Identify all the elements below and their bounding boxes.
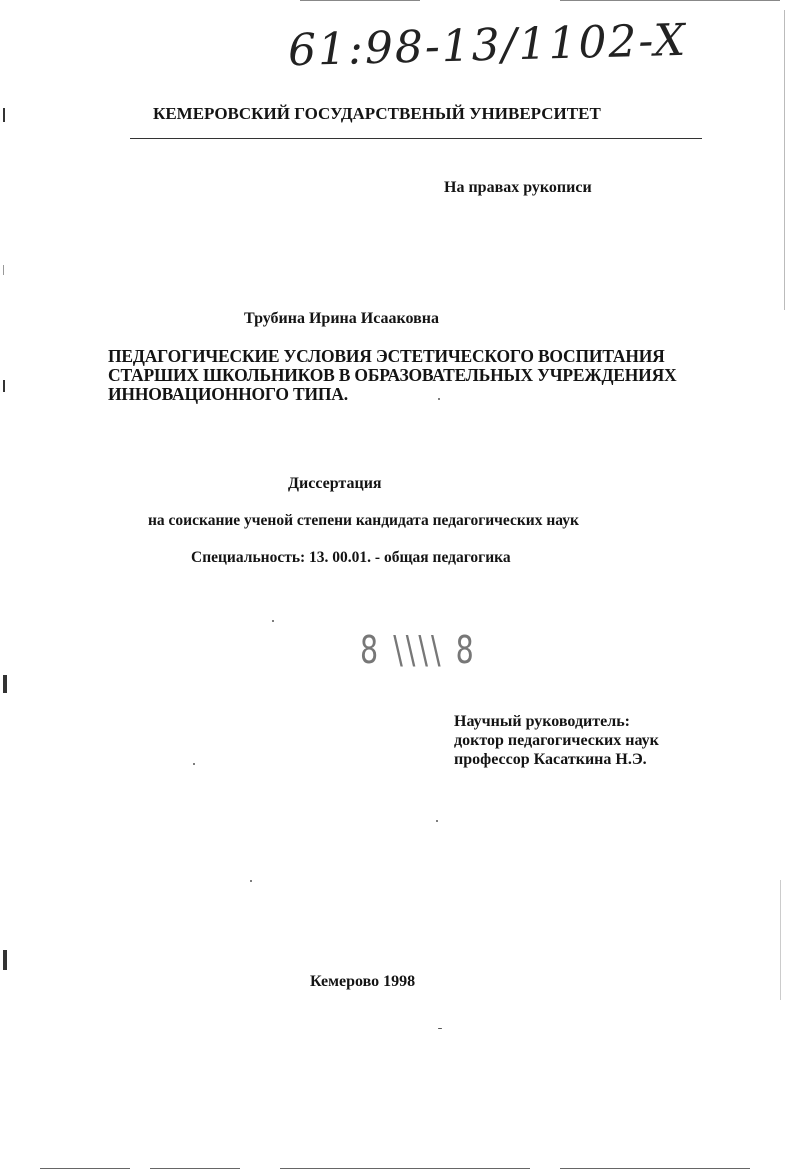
scan-artifact-edge xyxy=(784,10,785,310)
scan-artifact-edge xyxy=(3,675,7,693)
scan-speck xyxy=(438,1028,442,1029)
scan-artifact-edge xyxy=(3,265,4,275)
header-rule xyxy=(130,138,702,139)
author-name: Трубина Ирина Исааковна xyxy=(244,310,439,327)
scan-artifact-edge xyxy=(3,380,5,392)
supervisor-name: профессор Касаткина Н.Э. xyxy=(454,751,647,768)
scan-speck xyxy=(272,620,274,622)
scan-speck xyxy=(250,880,252,882)
library-stamp: 8 \\\\ 8 xyxy=(360,628,477,672)
scan-speck xyxy=(193,763,195,765)
scan-artifact-edge xyxy=(780,880,781,1000)
scan-artifact-top xyxy=(560,0,780,1)
dissertation-title-line-2: СТАРШИХ ШКОЛЬНИКОВ В ОБРАЗОВАТЕЛЬНЫХ УЧРЕЖДЕНИЯХ xyxy=(108,365,677,385)
scan-artifact-bottom xyxy=(150,1168,240,1169)
scan-artifact-edge xyxy=(3,108,5,122)
scan-speck xyxy=(438,398,440,400)
degree-line: на соискание ученой степени кандидата педагогических наук xyxy=(148,512,579,529)
supervisor-label: Научный руководитель: xyxy=(454,713,630,730)
scan-artifact-bottom xyxy=(560,1168,750,1169)
rights-note: На правах рукописи xyxy=(444,179,592,196)
university-name: КЕМЕРОВСКИЙ ГОСУДАРСТВЕНЫЙ УНИВЕРСИТЕТ xyxy=(153,104,601,123)
dissertation-title-line-1: ПЕДАГОГИЧЕСКИЕ УСЛОВИЯ ЭСТЕТИЧЕСКОГО ВОСПИТАНИЯ xyxy=(108,346,665,366)
work-type: Диссертация xyxy=(288,475,382,492)
scan-artifact-top xyxy=(300,0,420,1)
scan-speck xyxy=(436,820,438,822)
place-year: Кемерово 1998 xyxy=(310,973,416,990)
dissertation-title-line-3: ИННОВАЦИОННОГО ТИПА. xyxy=(108,384,348,404)
supervisor-degree: доктор педагогических наук xyxy=(454,732,659,749)
specialty-line: Специальность: 13. 00.01. - общая педагогика xyxy=(191,549,511,566)
scan-artifact-edge xyxy=(3,950,7,970)
handwritten-archive-mark: 61:98-13/1102-X xyxy=(287,14,688,77)
scan-artifact-bottom xyxy=(40,1168,130,1169)
scan-artifact-bottom xyxy=(280,1168,530,1169)
